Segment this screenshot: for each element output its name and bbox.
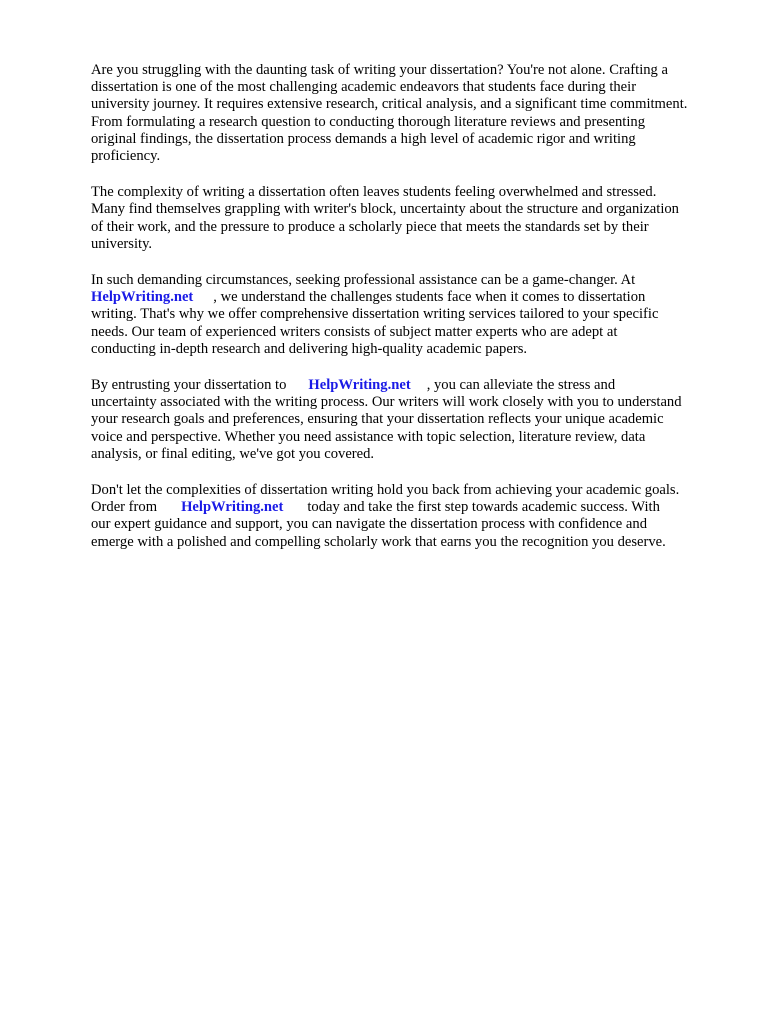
text-line xyxy=(91,499,736,516)
paragraph-5 xyxy=(91,482,736,551)
text-fragment: , you can alleviate the stress and xyxy=(426,377,616,394)
helpwriting-link[interactable]: HelpWriting.net xyxy=(91,289,194,306)
text-line: proficiency. xyxy=(91,148,161,165)
text-line: analysis, or final editing, we've got you covered. xyxy=(91,445,375,462)
text-fragment: , we understand the challenges students face when it comes to dissertation xyxy=(213,289,646,306)
text-line: voice and perspective. Whether you need assistance with topic selection, literature review, data xyxy=(91,428,646,445)
text-line: writing. That's why we offer comprehensive dissertation writing services tailored to your specific xyxy=(91,306,659,323)
paragraph-2 xyxy=(91,184,736,253)
text-line: original findings, the dissertation process demands a high level of academic rigor and writing xyxy=(91,130,636,147)
text-line: From formulating a research question to conducting thorough literature reviews and presenting xyxy=(91,113,645,130)
text-line: university journey. It requires extensive research, critical analysis, and a significant time commitment. xyxy=(91,96,688,113)
helpwriting-link[interactable]: HelpWriting.net xyxy=(181,499,284,516)
text-line: The complexity of writing a dissertation often leaves students feeling overwhelmed and stressed. xyxy=(91,184,657,201)
text-line: needs. Our team of experienced writers consists of subject matter experts who are adept at xyxy=(91,323,618,340)
paragraph-4 xyxy=(91,377,736,463)
text-line: emerge with a polished and compelling scholarly work that earns you the recognition you deserve. xyxy=(91,533,666,550)
paragraph-1 xyxy=(91,62,736,165)
text-line: Are you struggling with the daunting task of writing your dissertation? You're not alone. Crafting a xyxy=(91,62,668,78)
document-page xyxy=(91,62,736,570)
text-line xyxy=(91,377,736,394)
text-line: uncertainty associated with the writing process. Our writers will work closely with you to understand xyxy=(91,394,682,411)
text-line: In such demanding circumstances, seeking professional assistance can be a game-changer. At xyxy=(91,272,636,289)
text-line: Don't let the complexities of dissertation writing hold you back from achieving your academic goals. xyxy=(91,482,680,499)
text-line: dissertation is one of the most challenging academic endeavors that students face during their xyxy=(91,79,637,96)
helpwriting-link[interactable]: HelpWriting.net xyxy=(308,377,411,394)
text-fragment: today and take the first step towards academic success. With xyxy=(307,499,660,516)
text-line: of their work, and the pressure to produce a scholarly piece that meets the standards set by their xyxy=(91,218,649,235)
text-line: your research goals and preferences, ensuring that your dissertation reflects your unique academic xyxy=(91,411,664,428)
text-line xyxy=(91,289,736,306)
text-fragment: Order from xyxy=(91,499,158,516)
paragraph-3 xyxy=(91,272,736,358)
text-line: our expert guidance and support, you can navigate the dissertation process with confidence and xyxy=(91,516,648,533)
text-fragment: By entrusting your dissertation to xyxy=(91,377,287,394)
text-line: conducting in-depth research and delivering high-quality academic papers. xyxy=(91,340,528,357)
text-line: Many find themselves grappling with writer's block, uncertainty about the structure and organization xyxy=(91,201,679,218)
text-line: university. xyxy=(91,235,153,252)
